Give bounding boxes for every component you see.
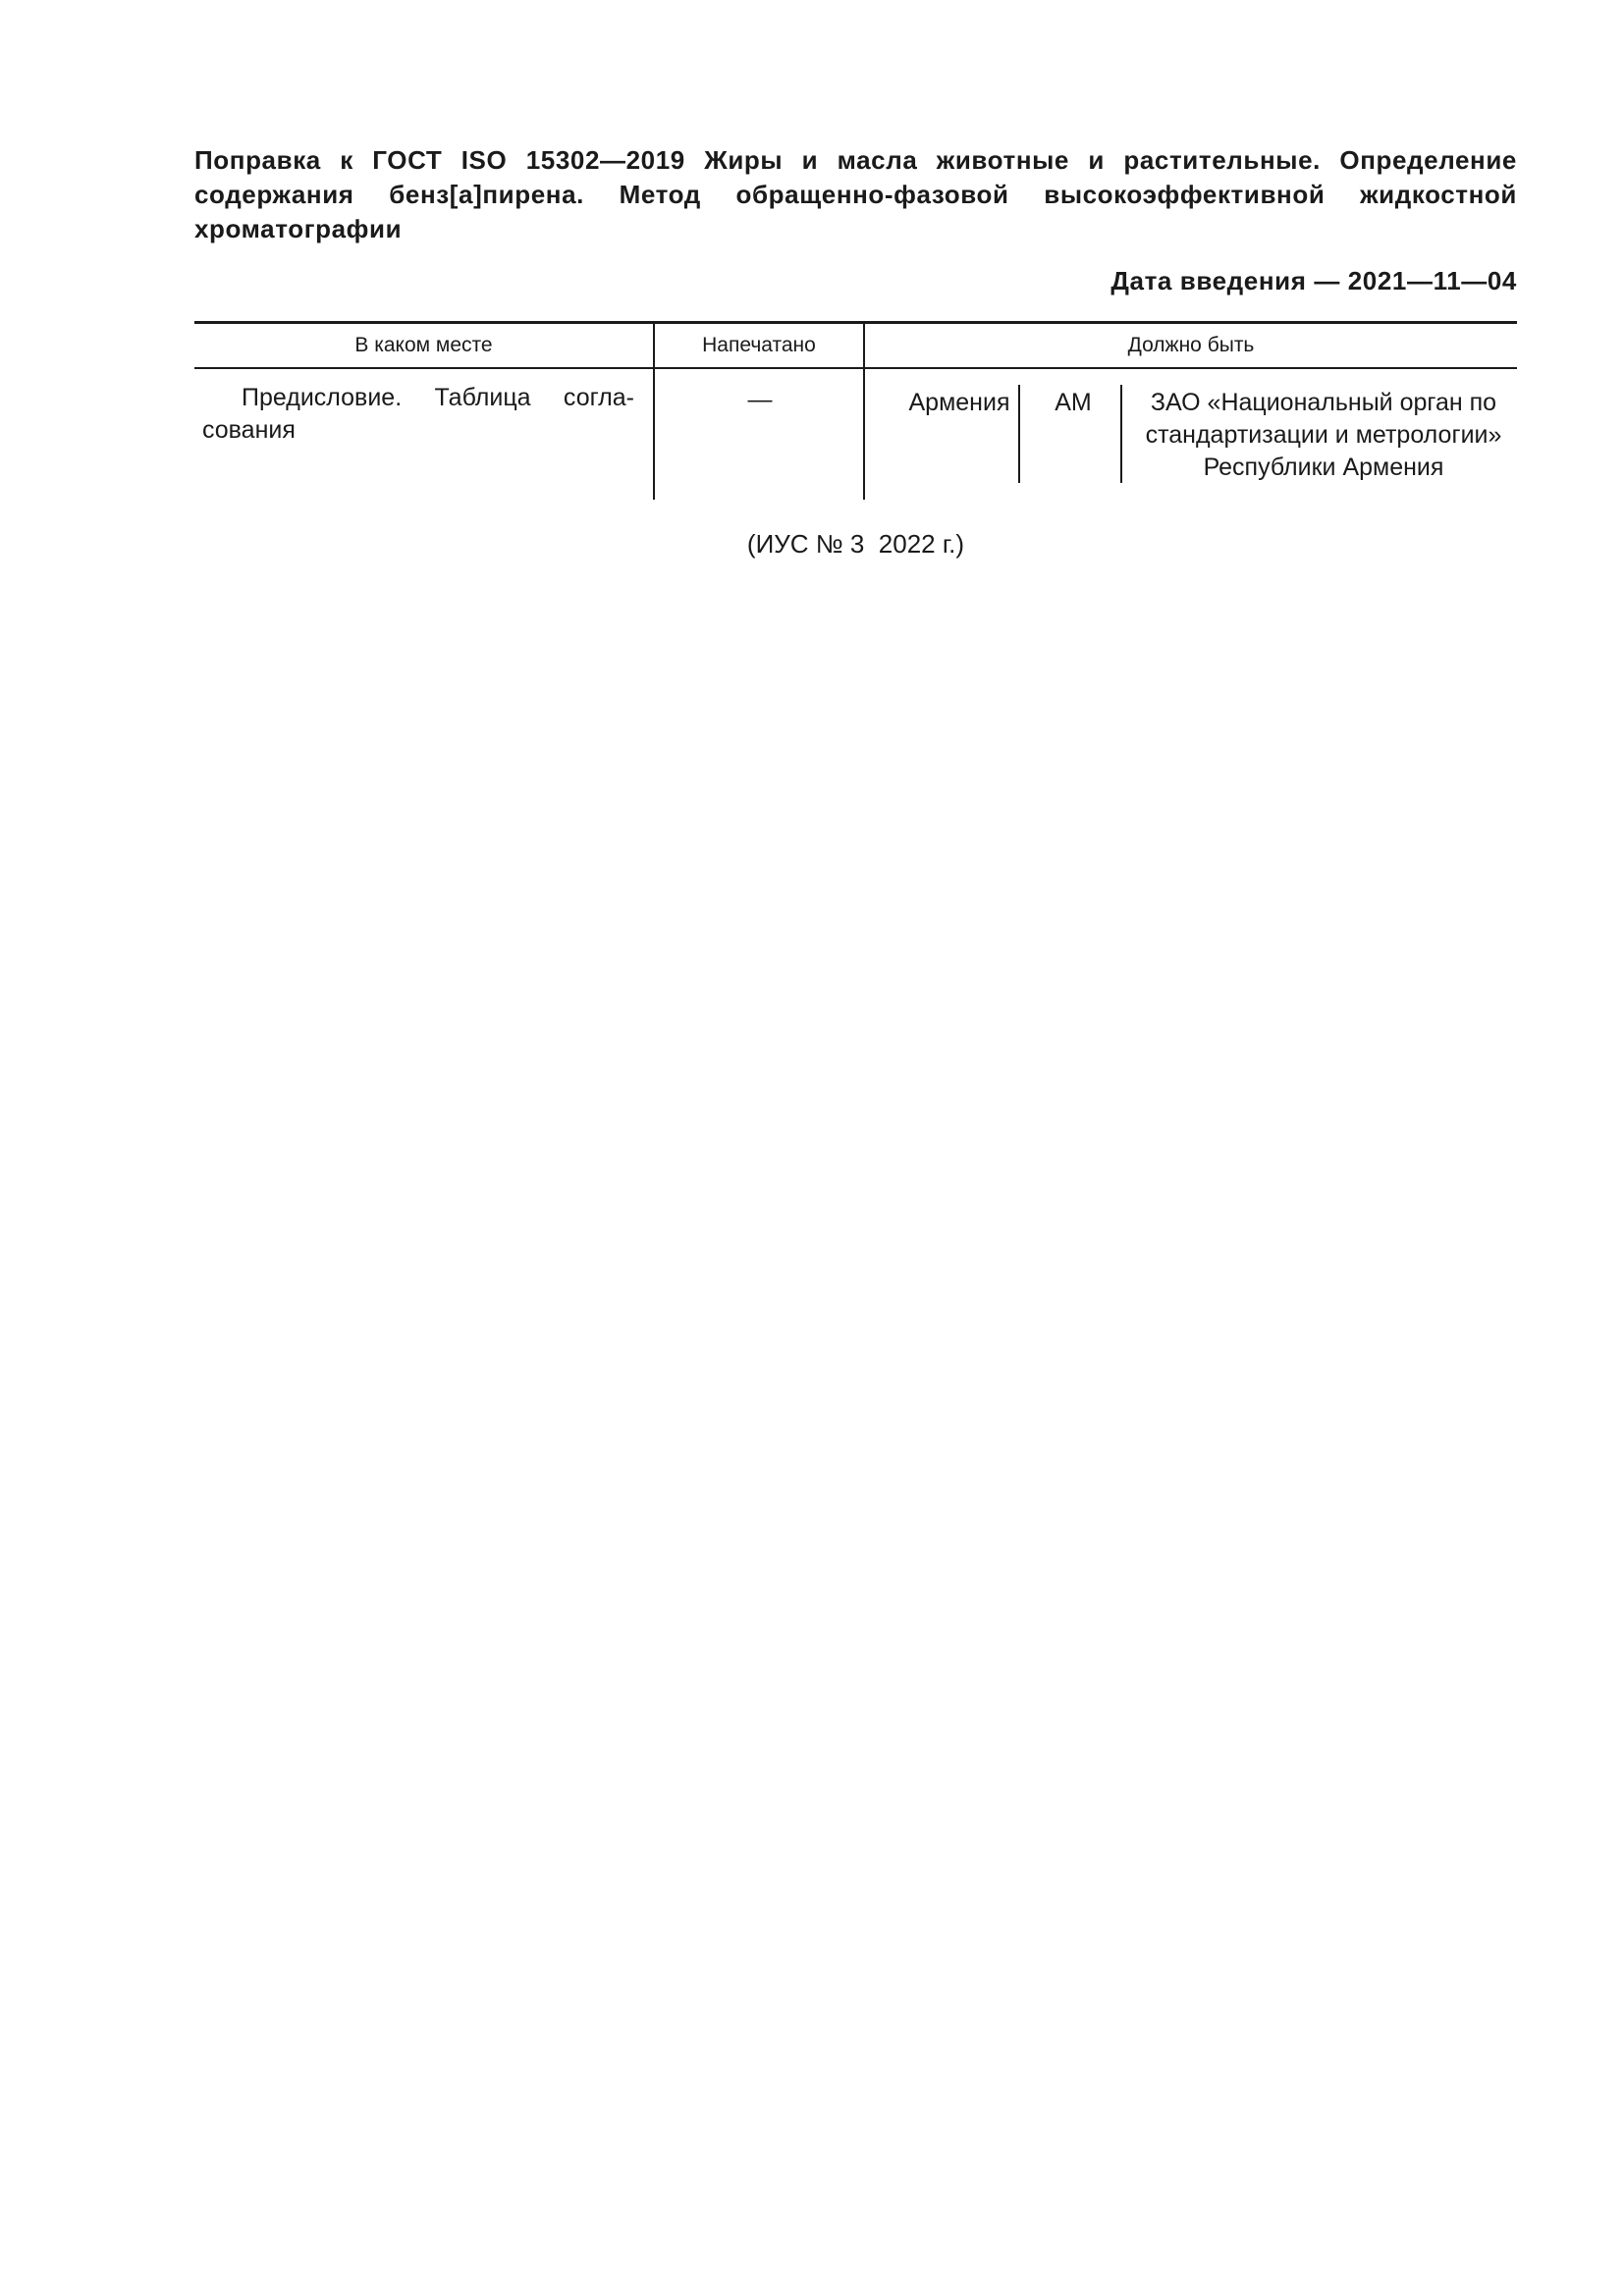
cell-country-code: AM	[1055, 389, 1092, 416]
standards-body-line: стандартизации и метрологии»	[1145, 421, 1502, 449]
table-header-rule	[194, 367, 1517, 369]
cell-where: Предисловие. Таблица согласования	[202, 384, 634, 444]
header-should-be: Должно быть	[1127, 334, 1255, 356]
issue-reference: (ИУС № 3 2022 г.)	[746, 529, 965, 559]
document-title: Поправка к ГОСТ ISO 15302—2019 Жиры и масла животные и растительные. Определение содержания бенз[а]пирена. Метод обращенно-фазовой высокоэффективной жидкостной хроматографии	[194, 145, 1517, 243]
introduction-date: Дата введения — 2021—11—04	[1110, 266, 1517, 295]
table-top-rule	[194, 321, 1517, 324]
cell-printed: —	[747, 386, 773, 413]
standards-body-line: Республики Армения	[1203, 454, 1444, 481]
cell-country: Армения	[908, 389, 1010, 416]
header-printed: Напечатано	[702, 334, 816, 356]
amendment-table	[194, 321, 1517, 498]
header-where: В каком месте	[354, 334, 493, 356]
cell-standards-body	[1127, 387, 1520, 484]
standards-body-line: ЗАО «Национальный орган по	[1150, 389, 1497, 416]
